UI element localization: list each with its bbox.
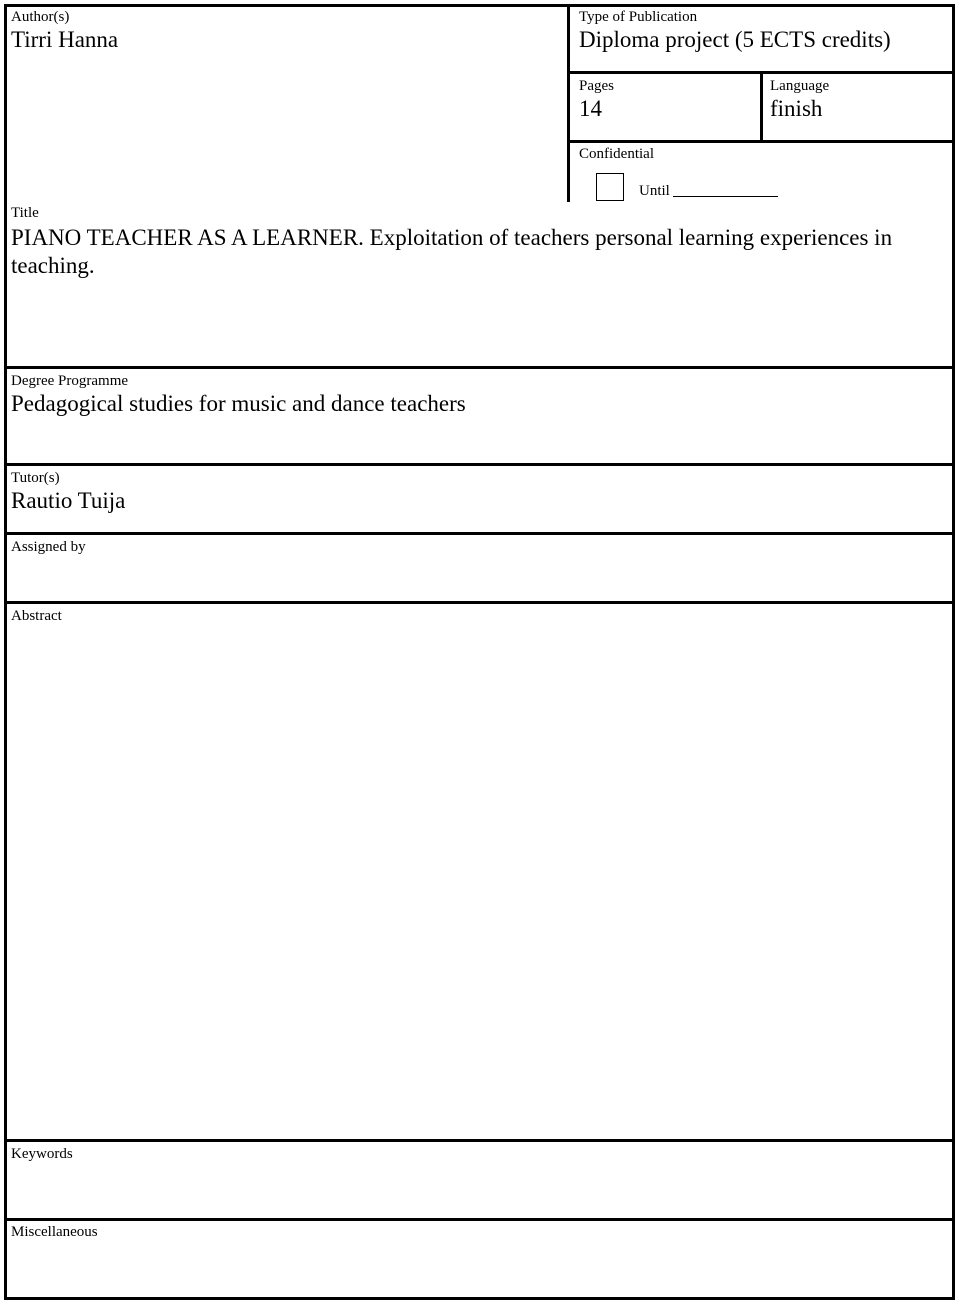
pages-label: Pages: [579, 78, 614, 94]
miscellaneous-label: Miscellaneous: [11, 1224, 98, 1240]
author-value[interactable]: Tirri Hanna: [11, 27, 119, 52]
author-label: Author(s): [11, 9, 70, 25]
language-value[interactable]: finish: [770, 96, 823, 121]
confidential-label: Confidential: [579, 146, 654, 162]
publication-type-label: Type of Publication: [579, 9, 698, 25]
title-value[interactable]: PIANO TEACHER AS A LEARNER. Exploitation of teachers personal learning experiences in teaching.: [11, 225, 893, 278]
tutor-label: Tutor(s): [11, 470, 60, 486]
abstract-value[interactable]: [11, 628, 941, 1133]
confidential-checkbox[interactable]: [596, 173, 624, 201]
divider-title-degree: [4, 366, 955, 369]
tutor-value[interactable]: Rautio Tuija: [11, 488, 126, 513]
divider-assigned-abstract: [4, 601, 955, 604]
divider-degree-tutor: [4, 463, 955, 466]
divider-abstract-keywords: [4, 1139, 955, 1142]
keywords-label: Keywords: [11, 1146, 73, 1162]
keywords-value[interactable]: [11, 1165, 941, 1213]
publication-type-value[interactable]: Diploma project (5 ECTS credits): [579, 27, 891, 52]
pages-value[interactable]: 14: [579, 96, 602, 121]
divider-author-publication: [567, 4, 570, 202]
divider-pages-confidential: [567, 140, 955, 143]
divider-pages-language: [760, 71, 763, 142]
degree-programme-value[interactable]: Pedagogical studies for music and dance teachers: [11, 391, 466, 416]
degree-programme-label: Degree Programme: [11, 373, 129, 389]
assigned-by-value[interactable]: [11, 556, 941, 596]
divider-tutor-assigned: [4, 532, 955, 535]
abstract-label: Abstract: [11, 608, 62, 624]
until-date-field[interactable]: [673, 196, 778, 197]
until-label: Until: [639, 183, 670, 199]
title-label: Title: [11, 205, 39, 221]
language-label: Language: [770, 78, 830, 94]
divider-keywords-misc: [4, 1218, 955, 1221]
miscellaneous-value[interactable]: [11, 1243, 941, 1293]
assigned-by-label: Assigned by: [11, 539, 86, 555]
